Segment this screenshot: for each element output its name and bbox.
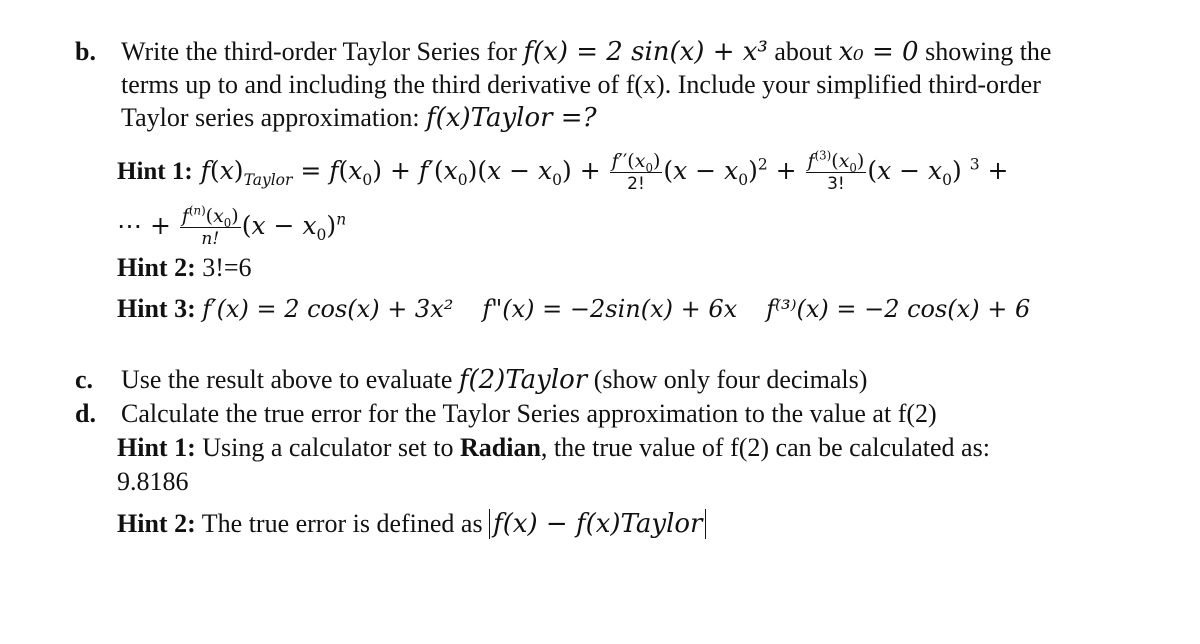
third-derivative: f⁽³⁾(x) = −2 cos(x) + 6 <box>766 295 1031 323</box>
part-b-text: Write the third-order Taylor Series for <box>121 37 517 66</box>
part-d-hint-1-text: Using a calculator set to <box>202 433 454 462</box>
part-b-text-end: showing the <box>925 37 1052 66</box>
hint-3-line <box>117 293 1030 325</box>
part-c-text: Use the result above to evaluate <box>121 365 453 394</box>
taylor-approximation-placeholder: f(x)Taylor =? <box>426 103 597 133</box>
part-d-hint-1 <box>117 432 990 464</box>
part-b-text-3: Taylor series approximation: <box>121 103 420 132</box>
f2-taylor: f(2)Taylor <box>458 365 588 395</box>
function-definition: f(x) = 2 sin(x) + x³ <box>523 37 768 67</box>
part-d-hint-1-label: Hint 1: <box>117 433 196 462</box>
part-b-line-1 <box>75 36 1051 68</box>
part-d-label: d. <box>75 399 96 428</box>
hint-3-label: Hint 3: <box>117 294 196 323</box>
first-derivative: f′(x) = 2 cos(x) + 3x² <box>202 295 454 323</box>
true-value: 9.8186 <box>117 467 189 496</box>
part-d-line <box>75 398 937 430</box>
part-b-line-3 <box>121 102 597 134</box>
part-d-hint-2 <box>117 508 706 540</box>
part-c-line <box>75 364 867 396</box>
hint-2-label: Hint 2: <box>117 253 196 282</box>
hint-1-formula: Hint 1: $f(x)_{Taylor} = f(x_0) + f'(x_0)(x - x_0)$ + $\frac{f''(x_0)}{2!}$ $(x - x_0)^2$ + $\frac{f^{(3)}(x_0)}{3!}$ $(x - x_0)$ $^3$ + <box>117 148 1009 194</box>
expansion-point: x₀ = 0 <box>838 37 919 67</box>
part-c-label: c. <box>75 365 94 394</box>
radian-keyword: Radian <box>460 433 541 462</box>
part-d-hint-2-label: Hint 2: <box>117 509 196 538</box>
true-value-line <box>117 466 189 498</box>
part-d-hint-2-text: The true error is defined as <box>201 509 483 538</box>
hint-2-line <box>117 252 252 284</box>
part-d-text: Calculate the true error for the Taylor Series approximation to the value at f(2) <box>121 399 937 428</box>
part-b-line-2 <box>121 69 1041 101</box>
part-c-text-after: (show only four decimals) <box>593 365 868 394</box>
part-b-text-2: terms up to and including the third derivative of f(x). Include your simplified third-order <box>121 70 1041 99</box>
true-error-formula: f(x) − f(x)Taylor <box>489 509 706 539</box>
part-b-label: b. <box>75 37 96 66</box>
hint-1-label: Hint 1: <box>117 158 193 185</box>
part-d-hint-1-text-b: , the true value of f(2) can be calculated as: <box>540 433 990 462</box>
hint-1-formula-cont: ⋯ + $\frac{f^{(n)}(x_0)}{n!}$ $(x - x_0)^n$ <box>117 203 347 249</box>
second-derivative: f"(x) = −2sin(x) + 6x <box>482 295 738 323</box>
hint-2-text: 3!=6 <box>202 253 252 282</box>
about-text: about <box>774 37 833 66</box>
